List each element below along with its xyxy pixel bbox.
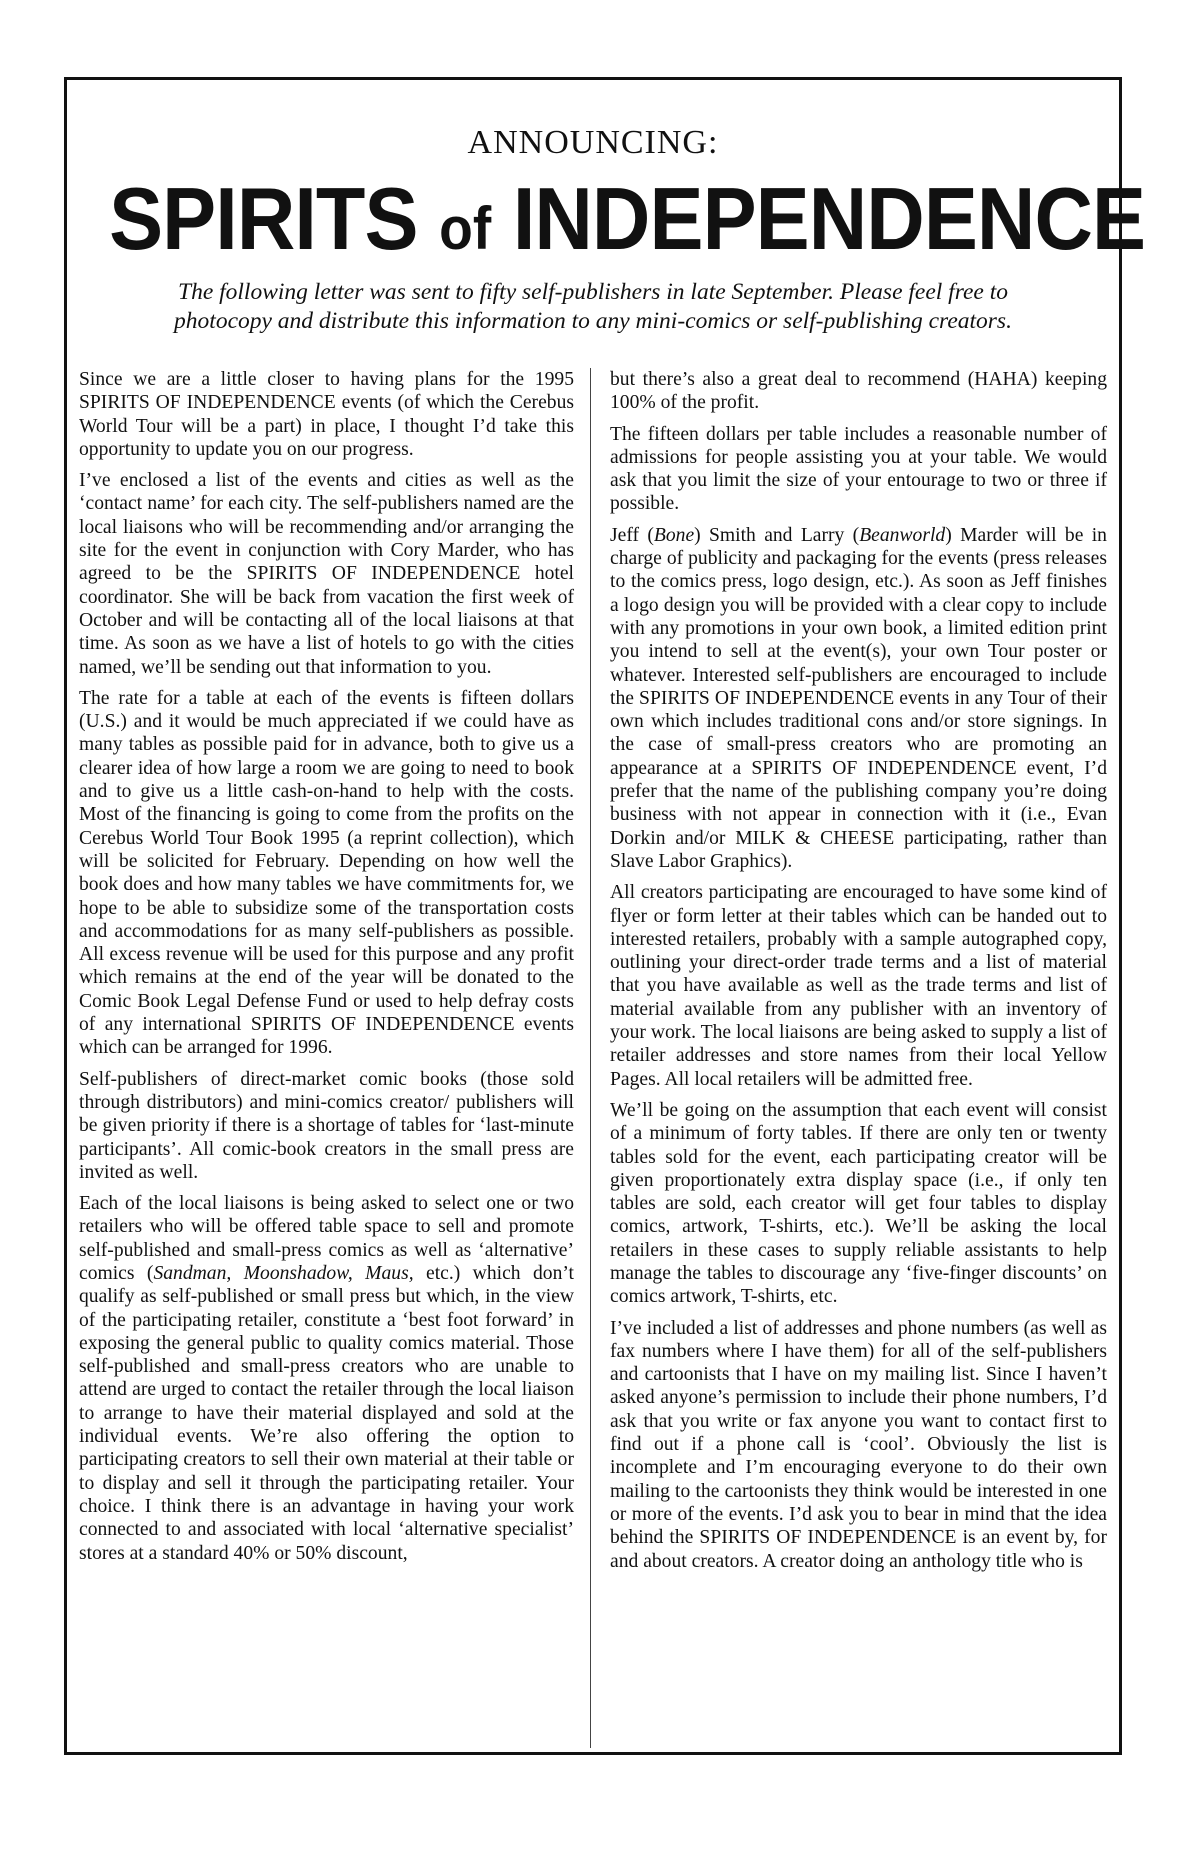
page-title [109,164,1146,284]
italic-title-bone: Bone [653,524,695,546]
paragraph: but there’s also a great deal to recommend (HAHA) keeping 100% of the profit. [610,369,1107,414]
kicker-heading: ANNOUNCING: [467,124,719,161]
paragraph [610,524,1107,873]
left-column [79,368,574,1573]
announcement-frame [64,77,1146,1755]
right-column [610,368,1107,1581]
paragraph: I’ve included a list of addresses and phone numbers (as well as fax numbers where I have them) for all of the self-publishers and cartoonists that I have on my mailing list. Since I haven’t asked anyone’s permission to include their phone numbers, I’d ask that you write or fax anyone you want to contact first to find out if a phone call is ‘cool’. Obviously the list is incomplete and I’m encouraging everyone to do their own mailing to the cartoonists they think would be interested in one or more of the events. I’d ask you to bear in mind that the idea behind the SPIRITS OF INDEPENDENCE is an event by, for and about creators. A creator doing an anthology title who is [610,1317,1107,1572]
intro-text: The following letter was sent to fifty self-publishers in late September. Please feel free to photocopy and distribute this information to any mini-comics or self-publishing creators. [174,279,1012,334]
text-run: etc.) which don’t qualify as self-published or small press but which, in the view of the participating retailer, constitute a ‘best foot forward’ in exposing the general public to quality comics material. Those self-published and small-press creators who are unable to attend are urged to contact the retailer through the local liaison to arrange to have their material displayed and sold at the individual events. We’re also offering the option to participating creators to sell their own material at their table or to display and sell it through the participating retailer. Your choice. I think there is an advantage in having your work connected to and associated with local ‘alternative specialist’ stores at a standard 40% or 50% discount, [79,1262,574,1564]
paragraph: The fifteen dollars per table includes a reasonable number of admissions for people assisting you at your table. We would ask that you limit the size of your entourage to two or three if possible. [610,423,1107,515]
italic-title-beanworld: Beanworld [859,524,946,546]
paragraph: Self-publishers of direct-market comic books (those sold through distributors) and mini-comics creator/ publishers will be given priority if there is a shortage of tables for ‘last-minute participants’. All comic-book creators in the small press are invited as well. [79,1068,574,1183]
italic-titles: Sandman, Moonshadow, Maus, [153,1262,414,1284]
text-run: Jeff ( [610,524,654,546]
paragraph: Since we are a little closer to having plans for the 1995 SPIRITS OF INDEPENDENCE events (of which the Cerebus World Tour will be a part) in place, I thought I’d take this opportunity to update you on our progress. [79,369,574,460]
paragraph: We’ll be going on the assumption that each event will consist of a minimum of forty tables. If there are only ten or twenty tables sold for the event, each participating creator will be given proportionately extra display space (i.e., if only ten tables are sold, each creator will get four tables to display comics, artwork, T-shirts, etc.). We’ll be asking the local retailers in these cases to supply reliable assistants to help manage the tables to discourage any ‘five-finger discounts’ on comics artwork, T-shirts, etc. [610,1099,1107,1308]
column-divider [590,368,591,1748]
paragraph: The rate for a table at each of the events is fifteen dollars (U.S.) and it would be much appreciated if we could have as many tables as possible paid for in advance, both to give us a clearer idea of how large a room we are going to need to book and to give us a little cash-on-hand to help with the costs. Most of the financing is going to come from the profits on the Cerebus World Tour Book 1995 (a reprint collection), which will be solicited for February. Depending on how well the book does and how many tables we have commitments for, we hope to be able to subsidize some of the transportation costs and accommodations for as many self-publishers as possible. All excess revenue will be used for this purpose and any profit which remains at the end of the year will be donated to the Comic Book Legal Defense Fund or used to help defray costs of any international SPIRITS OF INDEPENDENCE events which can be arranged for 1996. [79,687,574,1059]
paragraph: I’ve enclosed a list of the events and cities as well as the ‘contact name’ for each city. The self-publishers named are the local liaisons who will be recommending and/or arranging the site for the event in conjunction with Cory Marder, who has agreed to be the SPIRITS OF INDEPENDENCE hotel coordinator. She will be back from vacation the first week of October and will be contacting all of the local liaisons at that time. As soon as we have a list of hotels to go with the cities named, we’ll be sending out that information to you. [79,470,574,678]
title-independence: INDEPENDENCE [512,169,1146,268]
paragraph: All creators participating are encouraged to have some kind of flyer or form letter at their tables which can be handed out to interested retailers, probably with a sample autographed copy, outlining your direct-order trade terms and a list of material that you have available as well as the trade terms and list of material available from any publisher with an inventory of your work. The local liaisons are being asked to supply a list of retailer addresses and store names from their local Yellow Pages. All local retailers will be admitted free. [610,882,1107,1090]
title-of: of [439,195,492,262]
text-run: ) Marder will be in charge of publicity and packaging for the events (press releases to the comics press, logo design, etc.). As soon as Jeff finishes a logo design you will be provided with a clear copy to include with any promotions in your own book, a limited edition print you intend to sell at the event(s), your own Tour poster or whatever. Interested self-publishers are encouraged to include the SPIRITS OF INDEPENDENCE events in any Tour of their own which includes traditional cons and/or store signings. In the case of small-press creators who are promoting an appearance at a SPIRITS OF INDEPENDENCE event, I’d prefer that the name of the publishing company you’re doing business with not appear in connection with it (i.e., Evan Dorkin and/or MILK & CHEESE participating, rather than Slave Labor Graphics). [610,524,1107,872]
paragraph [79,1192,574,1565]
text-run: Each of the local liaisons is being asked to select one or two retailers who will be offered table space to sell and promote self-published and small-press comics as well as ‘alternative’ comics ( [79,1193,574,1284]
title-spirits: SPIRITS [109,169,418,268]
text-run: ) Smith and Larry ( [694,524,860,546]
